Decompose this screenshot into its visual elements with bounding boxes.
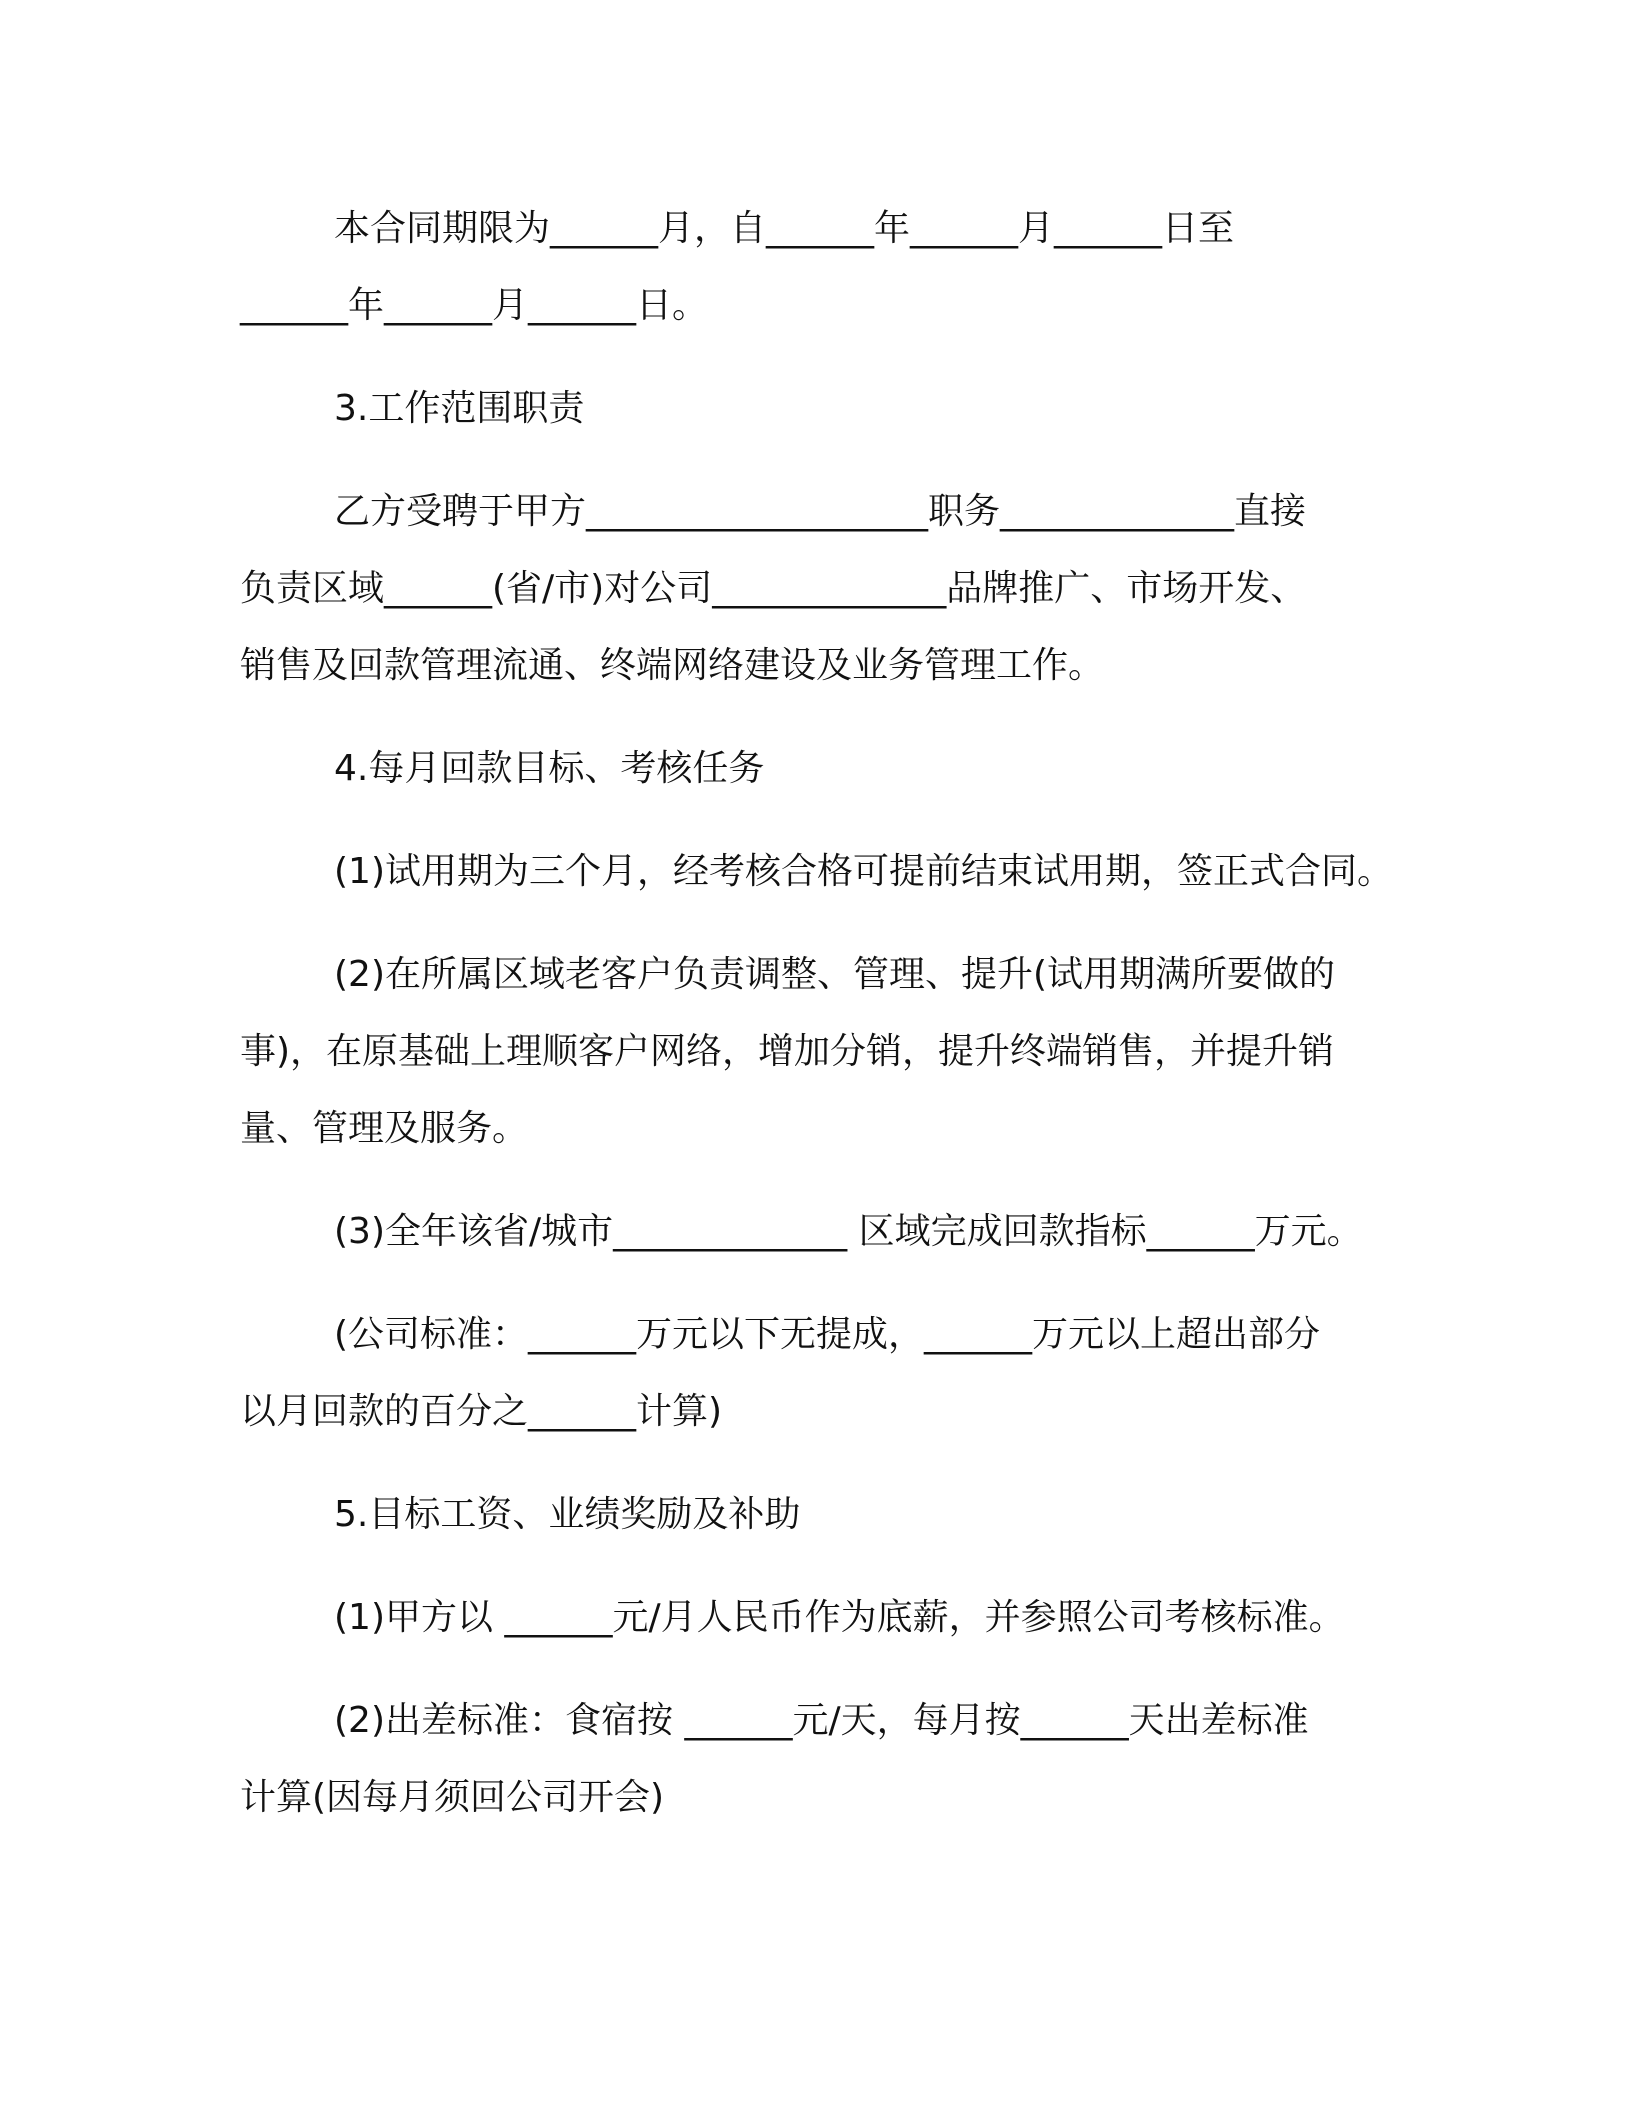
text-line: 4.每月回款目标、考核任务 — [334, 748, 765, 789]
travel-standard-paragraph — [240, 1682, 1420, 1836]
text-line: 计算(因每月须回公司开会) — [240, 1777, 665, 1818]
text-line: 以月回款的百分之______计算) — [240, 1391, 723, 1432]
text-line: (1)试用期为三个月，经考核合格可提前结束试用期，签正式合同。 — [334, 851, 1393, 892]
annual-target-paragraph — [240, 1193, 1420, 1270]
duties-paragraph — [240, 473, 1420, 704]
contract-term-paragraph — [240, 190, 1420, 344]
section-heading-3 — [240, 370, 1420, 447]
text-line: 乙方受聘于甲方___________________职务_____________直接 — [334, 491, 1307, 532]
text-line: 量、管理及服务。 — [240, 1108, 529, 1149]
base-salary-paragraph — [240, 1579, 1420, 1656]
company-standard-paragraph — [240, 1296, 1420, 1450]
text-line: 5.目标工资、业绩奖励及补助 — [334, 1494, 801, 1535]
text-line: 负责区域______(省/市)对公司_____________品牌推广、市场开发、 — [240, 568, 1307, 609]
section-heading-4 — [240, 730, 1420, 807]
text-line: (1)甲方以 ______元/月人民币作为底薪，并参照公司考核标准。 — [334, 1597, 1345, 1638]
text-line: ______年______月______日。 — [240, 285, 709, 326]
text-line: (公司标准：______万元以下无提成，______万元以上超出部分 — [334, 1314, 1321, 1355]
text-line: (3)全年该省/城市_____________ 区域完成回款指标______万元。 — [334, 1211, 1363, 1252]
text-line: 事)，在原基础上理顺客户网络，增加分销，提升终端销售，并提升销 — [240, 1031, 1335, 1072]
text-line: (2)出差标准：食宿按 ______元/天，每月按______天出差标准 — [334, 1700, 1309, 1741]
section-heading-5 — [240, 1476, 1420, 1553]
document-page — [240, 190, 1420, 1862]
text-line: 3.工作范围职责 — [334, 388, 585, 429]
text-line: (2)在所属区域老客户负责调整、管理、提升(试用期满所要做的 — [334, 954, 1336, 995]
customer-management-paragraph — [240, 936, 1420, 1167]
text-line: 本合同期限为______月，自______年______月______日至 — [334, 208, 1235, 249]
probation-paragraph — [240, 833, 1420, 910]
text-line: 销售及回款管理流通、终端网络建设及业务管理工作。 — [240, 645, 1105, 686]
